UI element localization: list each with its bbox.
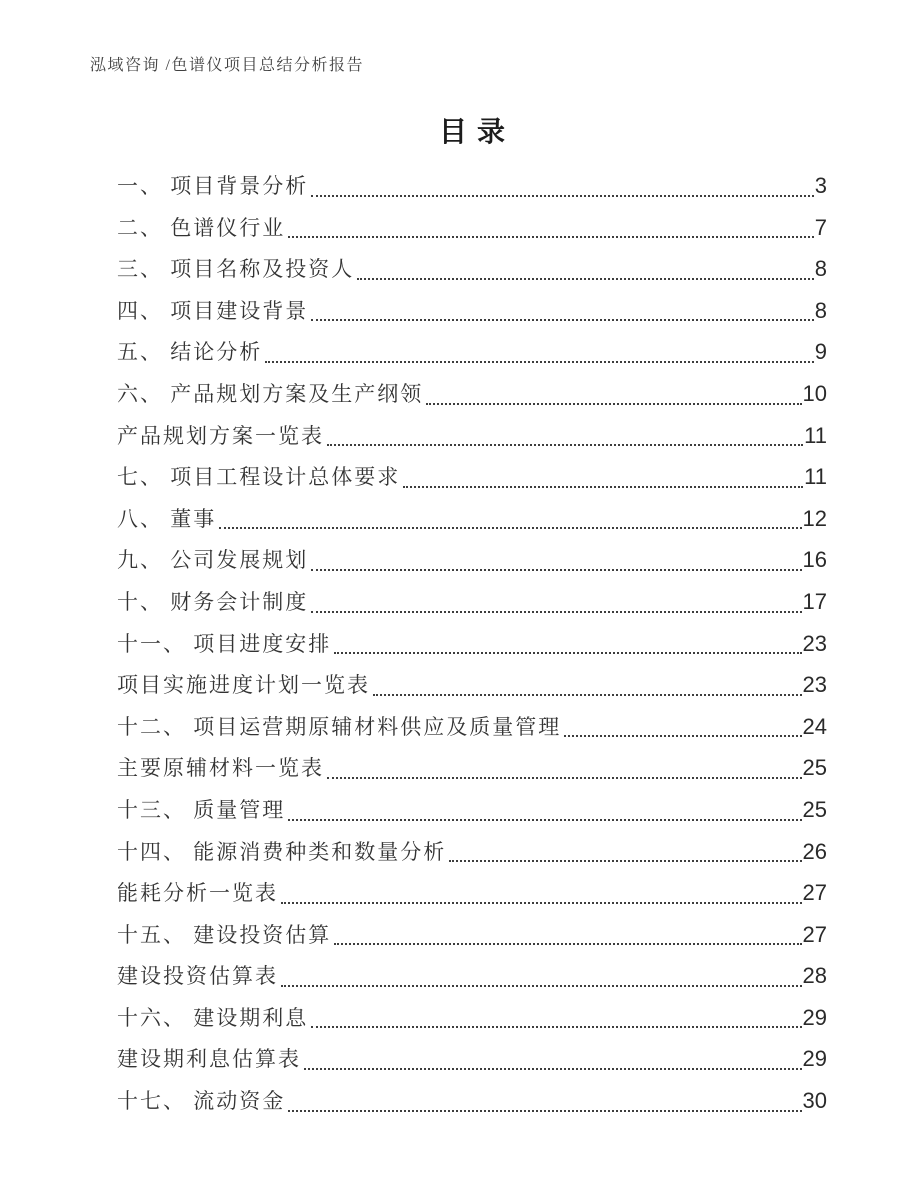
dot-leader — [281, 902, 802, 904]
dot-leader — [311, 319, 814, 321]
toc-entry-chapter[interactable] — [117, 207, 827, 249]
toc-entry-label: 十四、 能源消费种类和数量分析 — [117, 839, 447, 864]
toc-entry-page: 28 — [802, 963, 827, 989]
toc-entry-chapter[interactable] — [117, 456, 827, 498]
toc-entry-table[interactable] — [117, 415, 827, 457]
dot-leader — [311, 195, 814, 197]
toc-entry-table[interactable] — [117, 955, 827, 997]
toc-entry-page: 8 — [814, 256, 827, 282]
dot-leader — [219, 527, 801, 529]
dot-leader — [281, 985, 802, 987]
toc-title: 目录 — [438, 117, 515, 148]
dot-leader — [288, 819, 801, 821]
toc-entry-label: 十二、 项目运营期原辅材料供应及质量管理 — [117, 714, 562, 739]
toc-entry-page: 23 — [802, 630, 827, 656]
dot-leader — [265, 361, 814, 363]
toc-entry-chapter[interactable] — [117, 831, 827, 873]
toc-entry-label: 项目实施进度计划一览表 — [117, 673, 370, 698]
toc-entry-page: 12 — [802, 505, 827, 531]
dot-leader — [334, 943, 801, 945]
toc-entry-label: 主要原辅材料一览表 — [117, 756, 324, 781]
toc-entry-label: 七、 项目工程设计总体要求 — [117, 465, 401, 490]
dot-leader — [327, 444, 803, 446]
toc-entry-page: 29 — [802, 1004, 827, 1030]
toc-entry-page: 27 — [802, 880, 827, 906]
toc-entry-page: 11 — [804, 422, 827, 448]
toc-entry-label: 二、 色谱仪行业 — [117, 215, 286, 240]
toc-entry-chapter[interactable] — [117, 290, 827, 332]
dot-leader — [334, 652, 801, 654]
toc-entry-page: 29 — [802, 1046, 827, 1072]
page-header: 泓域咨询 /色谱仪项目总结分析报告 — [90, 57, 364, 74]
dot-leader — [288, 1110, 801, 1112]
toc-entry-label: 四、 项目建设背景 — [117, 298, 309, 323]
dot-leader — [311, 569, 801, 571]
toc-entry-table[interactable] — [117, 1038, 827, 1080]
toc-entry-label: 建设投资估算表 — [117, 964, 278, 989]
toc-entry-page: 27 — [802, 921, 827, 947]
toc-entry-chapter[interactable] — [117, 706, 827, 748]
toc-entry-chapter[interactable] — [117, 331, 827, 373]
toc-entry-chapter[interactable] — [117, 581, 827, 623]
toc-entry-page: 7 — [814, 214, 827, 240]
toc-entry-chapter[interactable] — [117, 914, 827, 956]
toc-entry-label: 一、 项目背景分析 — [117, 174, 309, 198]
toc-entry-label: 产品规划方案一览表 — [117, 423, 324, 448]
dot-leader — [327, 777, 802, 779]
toc-entry-label: 三、 项目名称及投资人 — [117, 257, 355, 282]
toc-entry-table[interactable] — [117, 747, 827, 789]
dot-leader — [311, 1026, 801, 1028]
toc-entry-label: 能耗分析一览表 — [117, 881, 278, 906]
toc-entry-page: 16 — [802, 547, 827, 573]
toc-entry-page: 26 — [802, 838, 827, 864]
toc-entry-page: 9 — [814, 339, 827, 365]
toc-entry-page: 3 — [814, 173, 827, 198]
toc-entry-table[interactable] — [117, 872, 827, 914]
toc-entry-page: 25 — [802, 796, 827, 822]
toc-entry-page: 25 — [802, 755, 827, 781]
toc-entry-page: 30 — [802, 1088, 827, 1114]
dot-leader — [373, 694, 802, 696]
toc-entry-label: 十一、 项目进度安排 — [117, 631, 332, 656]
toc-entry-page: 24 — [802, 713, 827, 739]
toc-entry-chapter[interactable] — [117, 789, 827, 831]
toc-entry-page: 23 — [802, 672, 827, 698]
toc-entry-label: 八、 董事 — [117, 506, 217, 531]
dot-leader — [449, 860, 801, 862]
toc-entry-chapter[interactable] — [117, 373, 827, 415]
toc-entry-label: 十、 财务会计制度 — [117, 589, 309, 614]
dot-leader — [403, 486, 803, 488]
table-of-contents — [117, 165, 827, 1122]
toc-entry-label: 建设期利息估算表 — [117, 1047, 301, 1072]
toc-entry-page: 11 — [804, 464, 827, 490]
toc-entry-chapter[interactable] — [117, 997, 827, 1039]
toc-entry-page: 17 — [802, 588, 827, 614]
toc-entry-chapter[interactable] — [117, 165, 827, 207]
toc-entry-chapter[interactable] — [117, 539, 827, 581]
toc-entry-page: 8 — [814, 297, 827, 323]
toc-entry-label: 十六、 建设期利息 — [117, 1005, 309, 1030]
toc-entry-chapter[interactable] — [117, 623, 827, 665]
dot-leader — [357, 278, 814, 280]
toc-entry-label: 十七、 流动资金 — [117, 1089, 286, 1114]
toc-entry-label: 十五、 建设投资估算 — [117, 922, 332, 947]
toc-entry-page: 10 — [802, 380, 827, 406]
toc-entry-label: 十三、 质量管理 — [117, 797, 286, 822]
toc-entry-chapter[interactable] — [117, 248, 827, 290]
toc-entry-label: 九、 公司发展规划 — [117, 548, 309, 573]
dot-leader — [311, 611, 801, 613]
dot-leader — [304, 1068, 802, 1070]
dot-leader — [426, 403, 801, 405]
toc-entry-chapter[interactable] — [117, 498, 827, 540]
dot-leader — [288, 236, 814, 238]
toc-entry-chapter[interactable] — [117, 1080, 827, 1122]
toc-entry-label: 六、 产品规划方案及生产纲领 — [117, 381, 424, 406]
toc-entry-table[interactable] — [117, 664, 827, 706]
dot-leader — [564, 735, 801, 737]
toc-entry-label: 五、 结论分析 — [117, 340, 263, 365]
